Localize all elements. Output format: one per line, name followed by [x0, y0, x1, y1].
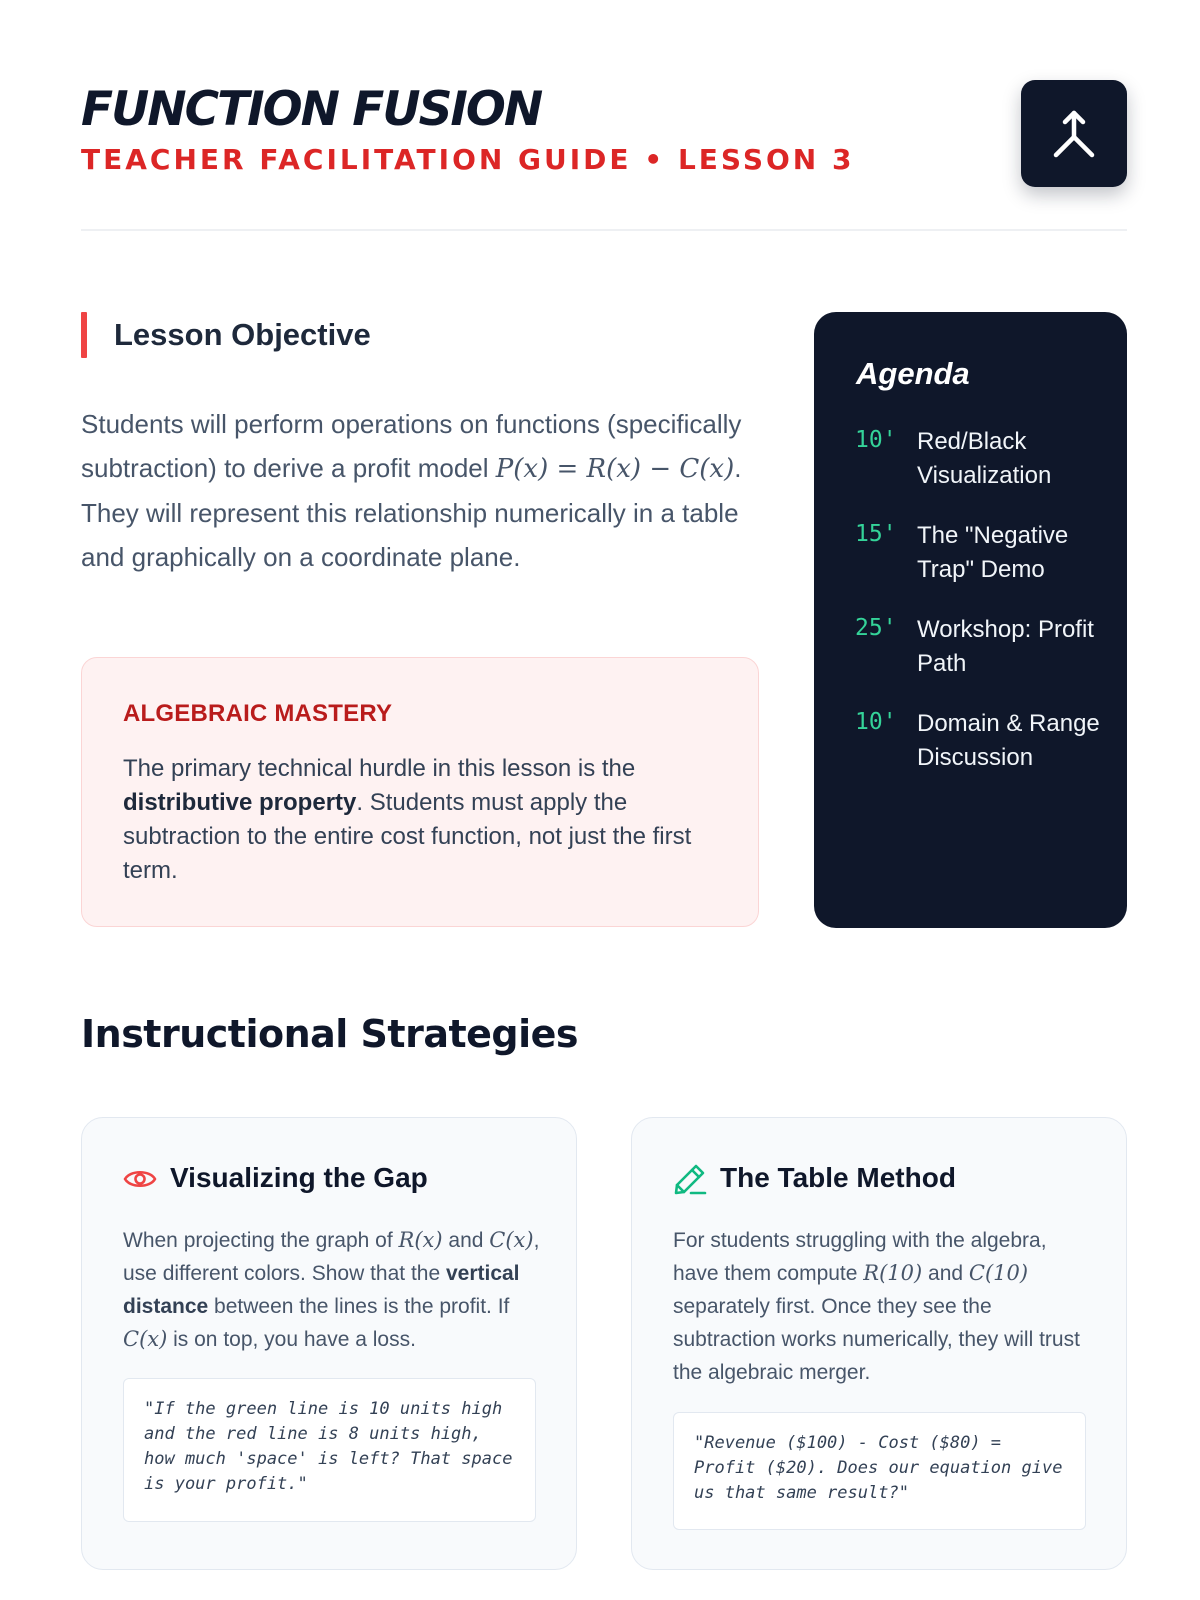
agenda-item-time: 15': [855, 521, 897, 547]
math-expression: C(10): [968, 1261, 1029, 1285]
agenda-panel: [814, 312, 1127, 928]
strategy-card-title: Visualizing the Gap: [170, 1162, 428, 1193]
mastery-emphasis: distributive property: [123, 789, 357, 816]
strategy-text-part: and: [922, 1262, 969, 1285]
agenda-item-label: The "Negative Trap" Demo: [917, 522, 1069, 583]
agenda-item-label: Workshop: Profit Path: [917, 616, 1094, 677]
agenda-item: [855, 425, 1105, 493]
strategy-card-table-method: [631, 1117, 1127, 1570]
logo-badge: [1021, 80, 1127, 187]
mastery-text-part: . Students must apply the subtraction to the entire cost function, not just the first term.: [123, 789, 692, 884]
math-expression: R(10): [863, 1261, 923, 1285]
mastery-title: ALGEBRAIC MASTERY: [123, 700, 393, 727]
strategy-text-part: between the lines is the profit. If: [208, 1295, 510, 1318]
mastery-text-part: The primary technical hurdle in this lesson is the: [123, 755, 636, 782]
pencil-icon: [673, 1162, 707, 1196]
strategy-emphasis: vertical distance: [123, 1262, 520, 1318]
page-header: [81, 80, 1127, 230]
math-expression: C(x): [123, 1327, 168, 1351]
agenda-item: [855, 613, 1105, 681]
strategy-card-text: [123, 1224, 543, 1356]
agenda-item-time: 10': [855, 427, 897, 453]
strategy-text-part: When projecting the graph of: [123, 1229, 399, 1252]
strategy-text-part: separately first. Once they see the subtraction works numerically, they will trust the algebraic merger.: [673, 1295, 1080, 1384]
agenda-item: [855, 519, 1105, 587]
objective-heading-label: Lesson Objective: [114, 317, 371, 352]
guide-subtitle: TEACHER FACILITATION GUIDE • LESSON 3: [81, 143, 855, 176]
agenda-item-time: 10': [855, 709, 897, 735]
mastery-text: [123, 752, 723, 888]
agenda-item: [855, 707, 1105, 775]
algebraic-mastery-callout: [81, 657, 759, 927]
facilitation-guide-page: [81, 0, 1127, 1600]
strategies-heading: Instructional Strategies: [81, 1012, 579, 1056]
strategy-text-part: For students struggling with the algebra, have them compute: [673, 1229, 1047, 1285]
agenda-title: Agenda: [856, 356, 970, 391]
objective-text-part: . They will represent this relationship numerically in a table and graphically on a coordinate plane.: [81, 453, 742, 572]
strategy-card-text: [673, 1224, 1093, 1389]
heading-accent-bar: [81, 312, 87, 358]
agenda-item-time: 25': [855, 615, 897, 641]
objective-text: [81, 402, 759, 579]
agenda-list: [855, 425, 1105, 801]
profit-formula: P(x) = R(x) − C(x): [495, 454, 735, 484]
strategy-quote: "If the green line is 10 units high and the red line is 8 units high, how much 'space' is left? That space is your profit.": [123, 1378, 536, 1522]
merge-arrow-icon: [1050, 107, 1098, 161]
strategy-text-part: is on top, you have a loss.: [167, 1328, 416, 1351]
objective-text-part: Students will perform operations on functions (specifically subtraction) to derive a profit model: [81, 409, 742, 483]
strategy-text-part: , use different colors. Show that the: [123, 1229, 540, 1285]
strategy-card-title: The Table Method: [720, 1162, 956, 1193]
math-expression: C(x): [489, 1228, 534, 1252]
lesson-objective-section: [81, 312, 759, 884]
strategy-text-part: and: [442, 1229, 490, 1252]
agenda-item-label: Red/Black Visualization: [917, 428, 1052, 489]
eye-icon: [123, 1162, 157, 1196]
math-expression: R(x): [398, 1228, 443, 1252]
strategy-card-visualizing-gap: [81, 1117, 577, 1570]
agenda-item-label: Domain & Range Discussion: [917, 710, 1100, 771]
header-divider: [81, 229, 1127, 231]
objective-heading: [81, 312, 759, 358]
strategy-quote: "Revenue ($100) - Cost ($80) = Profit ($20). Does our equation give us that same result?": [673, 1412, 1086, 1530]
brand-title: FUNCTION FUSION: [81, 82, 542, 137]
